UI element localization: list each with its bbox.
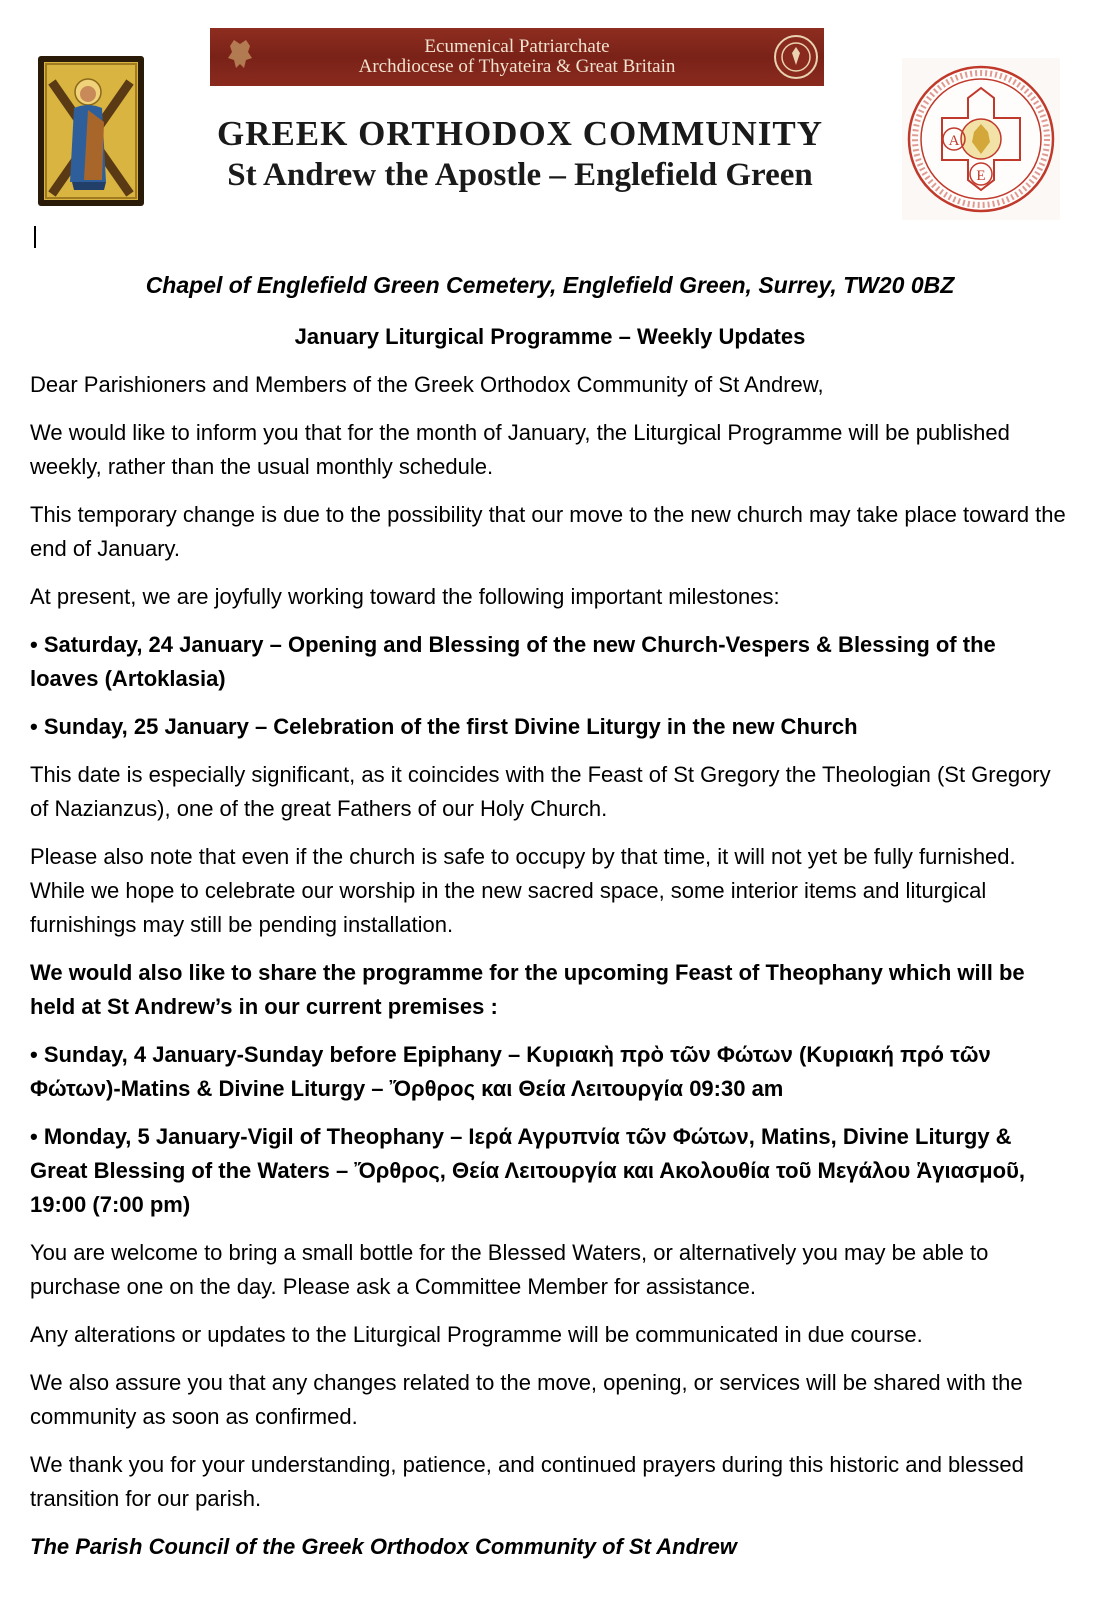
- text-cursor: [34, 226, 36, 248]
- paragraph-furnishing-note: Please also note that even if the church is safe to occupy by that time, it will not yet be fully furnished. While we hope to celebrate our worship in the new sacred space, some interior items and liturgical furnishings may still be pending installation.: [30, 844, 1016, 937]
- letter-body: [30, 268, 1070, 1578]
- chapel-address: Chapel of Englefield Green Cemetery, Englefield Green, Surrey, TW20 0BZ: [145, 272, 955, 298]
- milestone-opening-blessing: • Saturday, 24 January – Opening and Blessing of the new Church-Vespers & Blessing of the loaves (Artoklasia): [30, 632, 996, 691]
- archdiocese-banner: [210, 28, 824, 86]
- parish-council-signoff: The Parish Council of the Greek Orthodox Community of St Andrew: [30, 1534, 737, 1559]
- programme-heading: January Liturgical Programme – Weekly Updates: [294, 324, 806, 349]
- paragraph-blessed-waters: You are welcome to bring a small bottle for the Blessed Waters, or alternatively you may be able to purchase one on the day. Please ask a Committee Member for assistance.: [30, 1240, 989, 1299]
- paragraph-move-reason: This temporary change is due to the possibility that our move to the new church may take place toward the end of January.: [30, 502, 1066, 561]
- seal-letter-epsilon: E: [976, 168, 986, 184]
- st-andrew-icon: [38, 56, 144, 206]
- parish-subtitle: St Andrew the Apostle – Englefield Green: [227, 157, 813, 193]
- paragraph-weekly-schedule: We would like to inform you that for the month of January, the Liturgical Programme will be published weekly, rather than the usual monthly schedule.: [30, 420, 1010, 479]
- paragraph-feast-significance: This date is especially significant, as it coincides with the Feast of St Gregory the Theologian (St Gregory of Nazianzus), one of the great Fathers of our Holy Church.: [30, 762, 1051, 821]
- paragraph-thanks: We thank you for your understanding, patience, and continued prayers during this historic and blessed transition for our parish.: [30, 1452, 1024, 1511]
- letterhead: [0, 0, 1098, 240]
- banner-line-1: Ecumenical Patriarchate: [424, 36, 610, 57]
- banner-line-2: Archdiocese of Thyateira & Great Britain: [358, 56, 676, 77]
- paragraph-milestones-intro: At present, we are joyfully working toward the following important milestones:: [30, 584, 780, 609]
- double-headed-eagle-icon: [220, 36, 260, 76]
- patriarchate-seal-icon: [902, 58, 1060, 220]
- community-title: GREEK ORTHODOX COMMUNITY: [216, 114, 824, 153]
- paragraph-alterations: Any alterations or updates to the Liturgical Programme will be communicated in due course.: [30, 1322, 923, 1347]
- paragraph-changes-shared: We also assure you that any changes related to the move, opening, or services will be shared with the community as soon as confirmed.: [30, 1370, 1023, 1429]
- service-sunday-before-epiphany: • Sunday, 4 January-Sunday before Epiphany – Κυριακὴ πρὸ τῶν Φώτων (Κυριακή πρό τῶν Φώτων)-Matins & Divine Liturgy – Ὄρθρος και Θεία Λειτουργία 09:30 am: [30, 1042, 991, 1101]
- small-seal-icon: [772, 33, 820, 81]
- service-vigil-of-theophany: • Monday, 5 January-Vigil of Theophany – Ιερά Αγρυπνία τῶν Φώτων, Matins, Divine Liturgy & Great Blessing of the Waters – Ὄρθρος, Θεία Λειτουργία και Ακολουθία τοῦ Μεγάλου Ἁγιασμοῦ, 19:00 (7:00 pm): [30, 1124, 1025, 1217]
- salutation: Dear Parishioners and Members of the Greek Orthodox Community of St Andrew,: [30, 372, 824, 397]
- seal-letter-alpha: A: [948, 133, 960, 149]
- milestone-first-liturgy: • Sunday, 25 January – Celebration of the first Divine Liturgy in the new Church: [30, 714, 858, 739]
- theophany-intro: We would also like to share the programme for the upcoming Feast of Theophany which will be held at St Andrew’s in our current premises :: [30, 960, 1025, 1019]
